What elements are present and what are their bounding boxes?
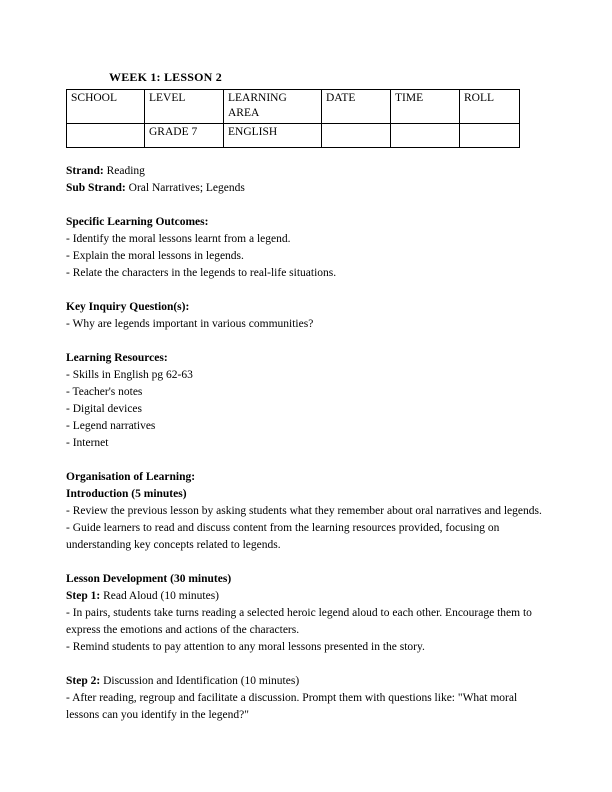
paragraph-text: - Identify the moral lessons learnt from a legend. [66,233,291,245]
paragraph [66,639,543,656]
paragraph [66,248,543,265]
header-cell-date: DATE [322,90,391,124]
paragraph [66,214,543,231]
lesson-info-table [66,89,520,148]
paragraph [66,265,543,282]
paragraph [66,469,543,486]
header-cell-level: LEVEL [145,90,224,124]
paragraph [66,673,543,690]
paragraph-text: Read Aloud (10 minutes) [100,590,220,602]
paragraph-text: - Digital devices [66,403,143,415]
paragraph-bold-label: Strand: [66,165,104,177]
paragraph-text: - Teacher's notes [66,386,143,398]
paragraph [66,486,543,503]
table-header-row [67,90,520,124]
paragraph-text: Oral Narratives; Legends [125,182,245,194]
paragraph-bold-label: Organisation of Learning: [66,471,196,483]
paragraph-text: - Explain the moral lessons in legends. [66,250,244,262]
paragraph [66,231,543,248]
value-cell-date [322,124,391,148]
document-body [66,163,543,724]
blank-line [66,282,543,299]
paragraph-text: - In pairs, students take turns reading a selected heroic legend aloud to each other. Encourage them to express the emotions and actions of the characters. [66,607,532,636]
paragraph-text: - Why are legends important in various communities? [66,318,314,330]
paragraph-bold-label: Specific Learning Outcomes: [66,216,209,228]
paragraph [66,588,543,605]
blank-line [66,452,543,469]
paragraph-text: - Guide learners to read and discuss content from the learning resources provided, focusing on understanding key concepts related to legends. [66,522,500,551]
value-cell-roll [460,124,520,148]
value-cell-school [67,124,145,148]
paragraph [66,367,543,384]
paragraph-text: - Remind students to pay attention to any moral lessons presented in the story. [66,641,425,653]
paragraph-bold-label: Key Inquiry Question(s): [66,301,190,313]
paragraph-bold-label: Introduction (5 minutes) [66,488,187,500]
paragraph-text: - Skills in English pg 62-63 [66,369,193,381]
paragraph [66,520,543,554]
paragraph [66,401,543,418]
table-value-row [67,124,520,148]
paragraph-bold-label: Learning Resources: [66,352,168,364]
paragraph-bold-label: Step 2: [66,675,101,687]
paragraph [66,350,543,367]
paragraph [66,180,543,197]
paragraph [66,503,543,520]
value-cell-time [391,124,460,148]
paragraph [66,163,543,180]
value-cell-level: GRADE 7 [145,124,224,148]
blank-line [66,197,543,214]
paragraph-text: - After reading, regroup and facilitate a discussion. Prompt them with questions like: "What moral lessons can you identify in the legend?" [66,692,518,721]
paragraph [66,418,543,435]
value-cell-learning-area: ENGLISH [224,124,322,148]
page-title: WEEK 1: LESSON 2 [109,70,222,84]
blank-line [66,333,543,350]
header-cell-school: SCHOOL [67,90,145,124]
paragraph [66,316,543,333]
header-cell-learning-area: LEARNING AREA [224,90,322,124]
paragraph [66,384,543,401]
paragraph [66,299,543,316]
paragraph [66,571,543,588]
blank-line [66,656,543,673]
paragraph [66,690,543,724]
paragraph-text: - Internet [66,437,109,449]
paragraph-text: Reading [103,165,145,177]
paragraph-text: - Legend narratives [66,420,156,432]
paragraph-bold-label: Step 1: [66,590,101,602]
paragraph [66,435,543,452]
paragraph-text: - Review the previous lesson by asking students what they remember about oral narratives and legends. [66,505,542,517]
paragraph-bold-label: Sub Strand: [66,182,126,194]
header-cell-time: TIME [391,90,460,124]
paragraph-text: Discussion and Identification (10 minutes) [100,675,300,687]
paragraph-text: - Relate the characters in the legends to real-life situations. [66,267,337,279]
blank-line [66,554,543,571]
paragraph [66,605,543,639]
paragraph-bold-label: Lesson Development (30 minutes) [66,573,232,585]
header-cell-roll: ROLL [460,90,520,124]
